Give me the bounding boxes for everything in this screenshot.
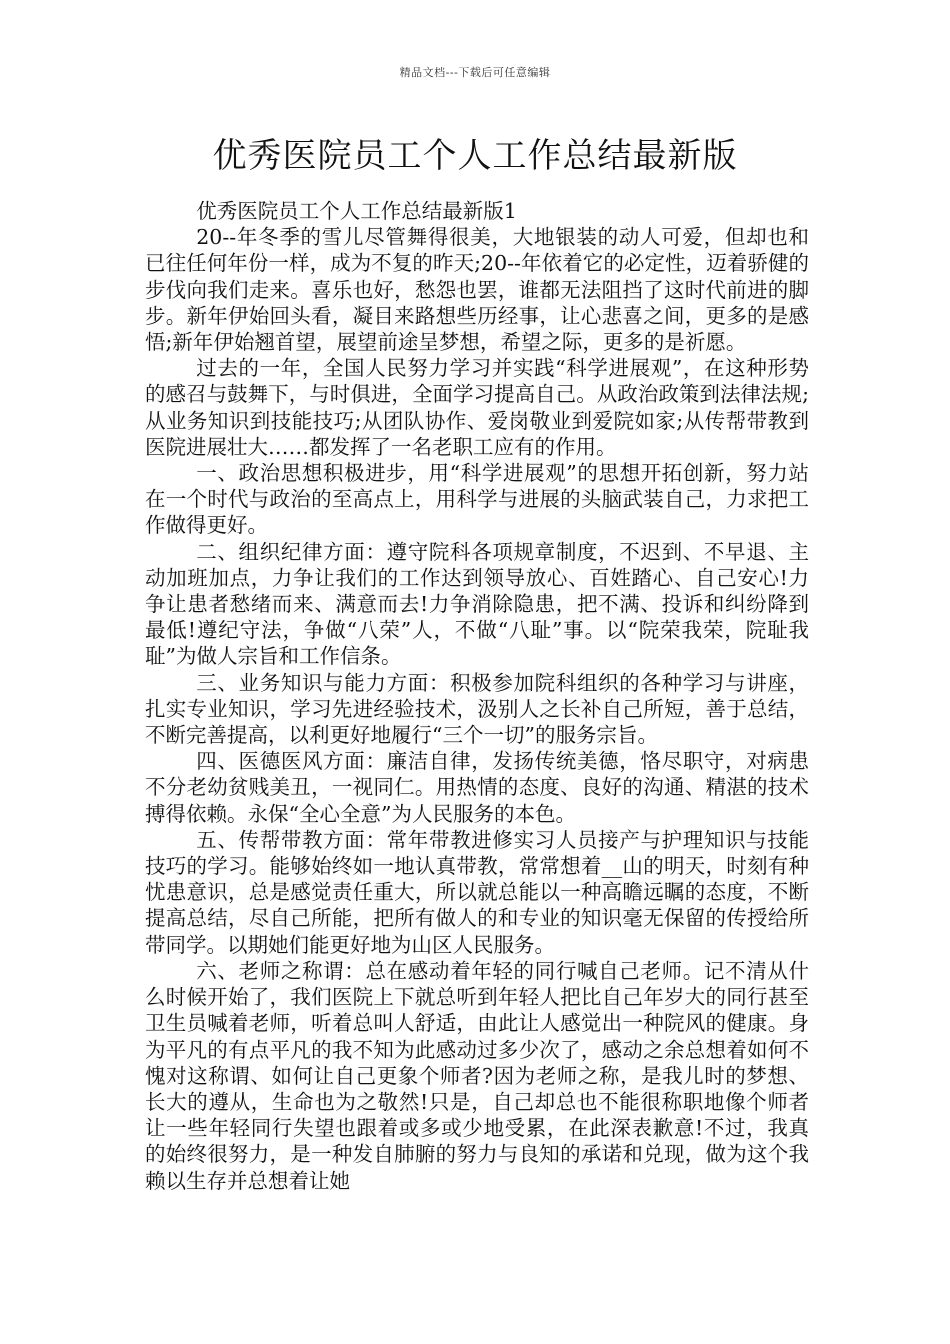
paragraph-review: 过去的一年，全国人民努力学习并实践“科学进展观”，在这种形势的感召与鼓舞下，与时俱进，全面学习提高自己。从政治政策到法律法规;从业务知识到技能技巧;从团队协作、爱岗敬业到爱院如家;从传帮带教到医院进展壮大……都发挥了一名老职工应有的作用。 — [145, 356, 809, 459]
paragraph-ethics: 四、医德医风方面：廉洁自律，发扬传统美德，恪尽职守，对病患不分老幼贫贱美丑，一视同仁。用热情的态度、良好的沟通、精湛的技术搏得依赖。永保“全心全意”为人民服务的本色。 — [145, 749, 809, 826]
paragraph-subtitle: 优秀医院员工个人工作总结最新版1 — [196, 199, 517, 223]
paragraph-intro: 20--年冬季的雪儿尽管舞得很美，大地银装的动人可爱，但却也和已往任何年份一样，成为不复的昨天;20--年依着它的必定性，迈着骄健的步伐向我们走来。喜乐也好，愁怨也罢，谁都无法阻挡了这时代前进的脚步。新年伊始回头看，凝目来路想些历经事，让心悲喜之间，更多的是感悟;新年伊始翘首望，展望前途呈梦想，希望之际，更多的是祈愿。 — [145, 225, 809, 355]
paragraph-mentoring: 五、传帮带教方面：常年带教进修实习人员接产与护理知识与技能技巧的学习。能够始终如一地认真带教，常常想着__山的明天，时刻有种忧患意识，总是感觉责任重大，所以就总能以一种高瞻远瞩的态度，不断提高总结，尽自己所能，把所有做人的和专业的知识毫无保留的传授给所带同学。以期她们能更好地为山区人民服务。 — [145, 827, 809, 957]
document-title: 优秀医院员工个人工作总结最新版 — [212, 136, 738, 176]
paragraph-knowledge: 三、业务知识与能力方面：积极参加院科组织的各种学习与讲座，扎实专业知识，学习先进经验技术，汲别人之长补自己所短，善于总结，不断完善提高，以利更好地履行“三个一切”的服务宗旨。 — [145, 670, 809, 748]
document-body — [145, 198, 809, 1194]
paragraph-teacher-title: 六、老师之称谓：总在感动着年轻的同行喊自己老师。记不清从什么时候开始了，我们医院上下就总听到年轻人把比自己年岁大的同行甚至卫生员喊着老师，听着总叫人舒适，由此让人感觉出一种院风的健康。身为平凡的有点平凡的我不知为此感动过多少次了，感动之余总想着如何不愧对这称谓、如何让自己更象个师者?因为老师之称，是我儿时的梦想、长大的遵从，生命也为之敬然!只是，自己却总也不能很称职地像个师者让一些年轻同行失望也跟着或多或少地受累，在此深表歉意!不过，我真的始终很努力，是一种发自肺腑的努力与良知的承诺和兑现，做为这个我赖以生存并总想着让她 — [145, 958, 809, 1193]
header-note: 精品文档---下载后可任意编辑 — [399, 66, 551, 79]
paragraph-discipline: 二、组织纪律方面：遵守院科各项规章制度，不迟到、不早退、主动加班加点，力争让我们的工作达到领导放心、百姓踏心、自己安心!力争让患者愁绪而来、满意而去!力争消除隐患，把不满、投诉和纠纷降到最低!遵纪守法，争做“八荣”人，不做“八耻”事。以“院荣我荣，院耻我耻”为做人宗旨和工作信条。 — [145, 539, 809, 669]
paragraph-political: 一、政治思想积极进步，用“科学进展观”的思想开拓创新，努力站在一个时代与政治的至高点上，用科学与进展的头脑武装自己，力求把工作做得更好。 — [145, 461, 809, 538]
